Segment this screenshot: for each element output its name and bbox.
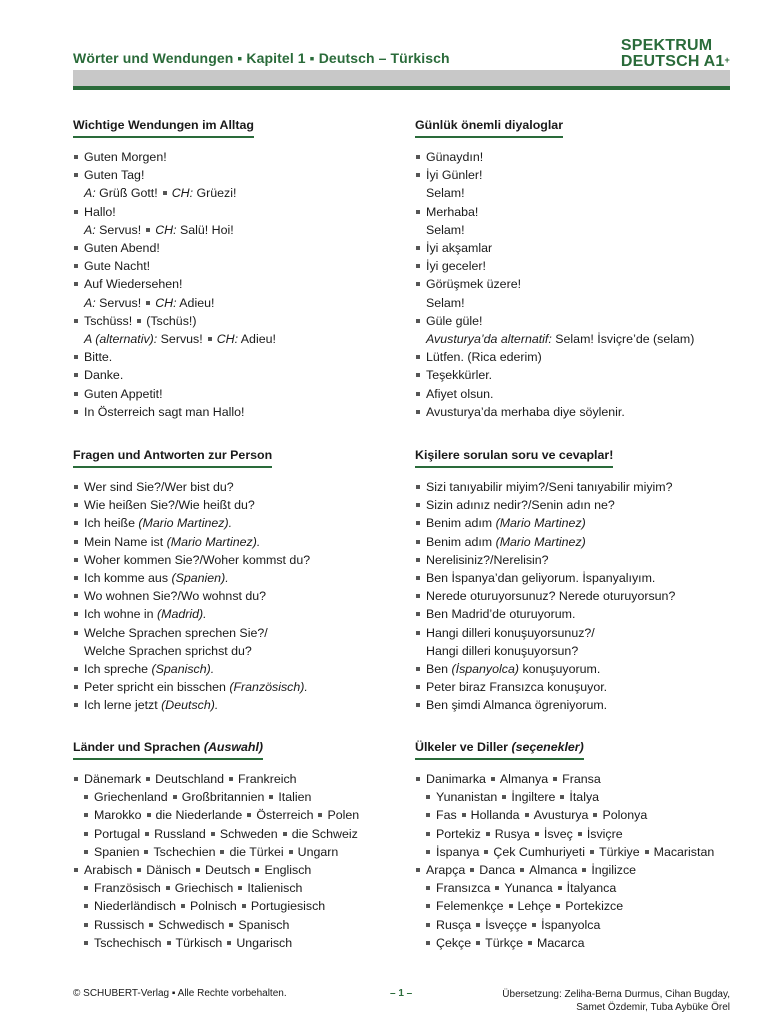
list-item: Französisch Griechisch Italienisch [73,879,393,897]
list-item: Sizi tanıyabilir miyim?/Seni tanıyabilir miyim? [415,478,735,496]
section-heading: Länder und Sprachen (Auswahl) [73,740,263,760]
list-item: Ich lerne jetzt (Deutsch). [73,696,393,714]
list-item: Guten Abend! [73,239,393,257]
list-item: Russisch Schwedisch Spanisch [73,916,393,934]
section-heading: Günlük önemli diyaloglar [415,118,563,138]
header-green-rule [73,86,730,90]
list-item: Peter spricht ein bisschen (Französisch). [73,678,393,696]
list-item: Danimarka Almanya Fransa [415,770,735,788]
section-heading: Ülkeler ve Diller (seçenekler) [415,740,584,760]
list-item: Görüşmek üzere! [415,275,735,293]
list-item: Bitte. [73,348,393,366]
list-item: Ben Madrid’de oturuyorum. [415,605,735,623]
list-item: Guten Tag! [73,166,393,184]
list-item: Fransızca Yunanca İtalyanca [415,879,735,897]
list-item: Griechenland Großbritannien Italien [73,788,393,806]
section-heading: Fragen und Antworten zur Person [73,448,272,468]
list-item: Gute Nacht! [73,257,393,275]
list-subline: Selam! [426,295,465,310]
section-heading: Kişilere sorulan soru ve cevaplar! [415,448,613,468]
list-subline: Selam! [426,186,465,201]
list-item: Ich heiße (Mario Martinez). [73,514,393,532]
list-item: Güle güle! [415,312,735,330]
list-item: İyi geceler! [415,257,735,275]
list-item: Portugal Russland Schweden die Schweiz [73,825,393,843]
list-item: Portekiz Rusya İsveç İsviçre [415,825,735,843]
list-item: In Österreich sagt man Hallo! [73,403,393,421]
section-everyday-phrases-de [73,118,393,421]
header-gray-bar [73,70,730,86]
phrase-list [415,148,735,421]
list-item: Sizin adınız nedir?/Senin adın ne? [415,496,735,514]
list-item: Ich wohne in (Madrid). [73,605,393,623]
list-item: Benim adım (Mario Martinez) [415,514,735,532]
list-item: Niederländisch Polnisch Portugiesisch [73,897,393,915]
list-item: Dänemark Deutschland Frankreich [73,770,393,788]
phrase-list [415,478,735,715]
list-item: Mein Name ist (Mario Martinez). [73,533,393,551]
document-title: Wörter und Wendungen ▪ Kapitel 1 ▪ Deutsch – Türkisch [73,50,450,66]
list-subline: Welche Sprachen sprichst du? [84,643,252,658]
list-item: Auf Wiedersehen! [73,275,393,293]
list-item: Danke. [73,366,393,384]
list-item: İspanya Çek Cumhuriyeti Türkiye Macaristan [415,843,735,861]
list-subline: Selam! [426,222,465,237]
list-item: Wie heißen Sie?/Wie heißt du? [73,496,393,514]
translator-credits: Übersetzung: Zeliha-Berna Durmus, Cihan Bugday, Samet Özdemir, Tuba Aybüke Örel [502,989,730,1013]
phrase-list [73,478,393,715]
section-everyday-phrases-tr [415,118,735,421]
list-item: Wer sind Sie?/Wer bist du? [73,478,393,496]
list-item: Tschüss! (Tschüs!) [73,312,393,330]
list-item: Merhaba! [415,203,735,221]
list-item: Ich komme aus (Spanien). [73,569,393,587]
regional-variant: Avusturya’da alternatif: Selam! İsviçre’de (selam) [426,332,695,347]
list-item: Nerelisiniz?/Nerelisin? [415,551,735,569]
spektrum-logo: SPEKTRUM DEUTSCH A1+ [620,37,730,70]
list-item: İyi akşamlar [415,239,735,257]
list-item: Avusturya’da merhaba diye söylenir. [415,403,735,421]
list-item: Hangi dilleri konuşuyorsunuz?/ [415,624,735,642]
list-item: Lütfen. (Rica ederim) [415,348,735,366]
list-item: Afiyet olsun. [415,385,735,403]
regional-variant: A: Servus! CH: Adieu! [84,295,215,310]
list-item: Günaydın! [415,148,735,166]
list-item: Ben şimdi Almanca ögreniyorum. [415,696,735,714]
list-item: Tschechisch Türkisch Ungarisch [73,934,393,952]
list-item: Fas Hollanda Avusturya Polonya [415,806,735,824]
country-language-list [73,770,393,952]
list-item: Teşekkürler. [415,366,735,384]
list-item: Çekçe Türkçe Macarca [415,934,735,952]
list-item: Ben (İspanyolca) konuşuyorum. [415,660,735,678]
section-person-questions-de [73,448,393,715]
list-item: Felemenkçe Lehçe Portekizce [415,897,735,915]
list-item: Arapça Danca Almanca İngilizce [415,861,735,879]
section-countries-languages-de [73,740,393,952]
regional-variant: A: Grüß Gott! CH: Grüezi! [84,186,237,201]
list-item: Spanien Tschechien die Türkei Ungarn [73,843,393,861]
list-item: Guten Appetit! [73,385,393,403]
list-item: Welche Sprachen sprechen Sie?/ [73,624,393,642]
regional-variant: A (alternativ): Servus! CH: Adieu! [84,332,276,347]
copyright-notice: © SCHUBERT-Verlag ▪ Alle Rechte vorbehalten. [73,988,287,999]
list-item: Arabisch Dänisch Deutsch Englisch [73,861,393,879]
page-number: – 1 – [390,988,413,999]
list-item: Guten Morgen! [73,148,393,166]
list-item: Nerede oturuyorsunuz? Nerede oturuyorsun? [415,587,735,605]
list-item: Ben İspanya’dan geliyorum. İspanyalıyım. [415,569,735,587]
list-subline: Hangi dilleri konuşuyorsun? [426,643,579,658]
list-item: İyi Günler! [415,166,735,184]
list-item: Ich spreche (Spanisch). [73,660,393,678]
list-item: Peter biraz Fransızca konuşuyor. [415,678,735,696]
section-heading: Wichtige Wendungen im Alltag [73,118,254,138]
regional-variant: A: Servus! CH: Salü! Hoi! [84,222,234,237]
section-countries-languages-tr [415,740,735,952]
list-item: Yunanistan İngiltere İtalya [415,788,735,806]
phrase-list [73,148,393,421]
list-item: Rusça İsveççe İspanyolca [415,916,735,934]
country-language-list [415,770,735,952]
list-item: Hallo! [73,203,393,221]
list-item: Benim adım (Mario Martinez) [415,533,735,551]
list-item: Marokko die Niederlande Österreich Polen [73,806,393,824]
list-item: Woher kommen Sie?/Woher kommst du? [73,551,393,569]
list-item: Wo wohnen Sie?/Wo wohnst du? [73,587,393,605]
section-person-questions-tr [415,448,735,715]
